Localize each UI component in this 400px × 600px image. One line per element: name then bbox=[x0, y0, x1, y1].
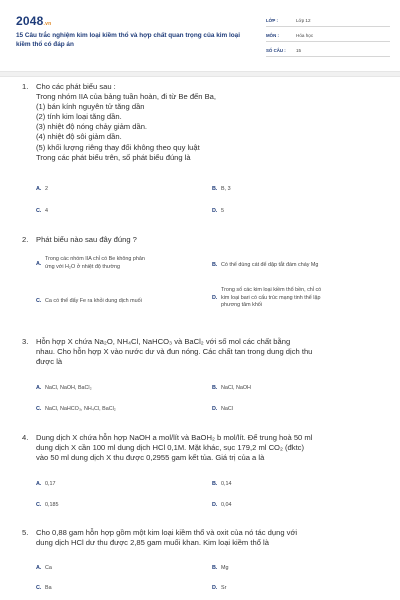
logo-suffix: .vn bbox=[43, 21, 52, 27]
option-text: Sr bbox=[221, 585, 227, 591]
option-letter: A. bbox=[36, 186, 42, 192]
option-c[interactable] bbox=[36, 406, 116, 414]
question-line: Phát biểu nào sau đây đúng ? bbox=[36, 235, 137, 244]
question-line: Hỗn hợp X chứa Na₂O, NH₄Cl, NaHCO₃ và BaCl₂ với số mol các chất bằng bbox=[36, 337, 291, 346]
option-b[interactable] bbox=[212, 262, 318, 270]
option-letter: A. bbox=[36, 385, 42, 391]
option-text: 5 bbox=[221, 208, 224, 214]
question-line: nhau. Cho hỗn hợp X vào nước dư và đun nóng. Các chất tan trong dung dịch thu bbox=[36, 347, 313, 357]
question-text bbox=[36, 433, 382, 463]
option-letter: C. bbox=[36, 406, 42, 412]
option-letter: B. bbox=[212, 262, 218, 268]
option-letter: D. bbox=[212, 295, 218, 301]
question-text bbox=[36, 82, 382, 163]
option-letter: B. bbox=[212, 565, 218, 571]
question-number: 4. bbox=[22, 433, 29, 442]
question-text bbox=[36, 235, 382, 245]
option-text-line: Trong số các kim loại kiềm thổ bền, chỉ có bbox=[221, 287, 322, 293]
option-c[interactable] bbox=[36, 585, 52, 593]
option-c[interactable] bbox=[36, 208, 48, 216]
meta-label: MÔN : bbox=[266, 32, 279, 38]
option-b[interactable] bbox=[212, 385, 251, 393]
question-line: (5) khối lượng riêng thay đổi không theo quy luật bbox=[36, 142, 200, 152]
option-text: NaCl, NaOH, BaCl₂ bbox=[45, 385, 92, 391]
option-d[interactable] bbox=[212, 208, 224, 216]
option-text: NaCl, NaOH bbox=[221, 385, 251, 391]
option-a[interactable] bbox=[36, 385, 92, 393]
meta-value: Hóa học bbox=[296, 32, 314, 38]
option-text-line: ứng với H₂O ở nhiệt độ thường bbox=[45, 263, 121, 270]
meta-value: 15 bbox=[296, 47, 302, 53]
site-logo[interactable] bbox=[16, 14, 51, 28]
option-d[interactable] bbox=[212, 406, 233, 414]
option-letter: C. bbox=[36, 585, 42, 591]
logo-main: 2048 bbox=[16, 14, 44, 28]
meta-row-grade bbox=[266, 14, 390, 27]
question-line: dung dịch X cần 100 ml dung dịch HCl 0,1M. Mặt khác, sục 179,2 ml CO₂ (đktc) bbox=[36, 443, 305, 453]
option-letter: D. bbox=[212, 502, 218, 508]
option-letter: C. bbox=[36, 298, 42, 304]
question-4 bbox=[22, 433, 382, 463]
question-5 bbox=[22, 528, 382, 548]
option-b[interactable] bbox=[212, 481, 232, 489]
meta-value: Lớp 12 bbox=[296, 17, 311, 23]
option-text: 0,04 bbox=[221, 502, 232, 508]
option-c[interactable] bbox=[36, 298, 142, 306]
option-text: 0,14 bbox=[221, 481, 232, 487]
question-text bbox=[36, 337, 382, 367]
section-divider bbox=[0, 71, 400, 77]
question-line: vào 50 ml dung dịch X thu được 0,2955 gam kết tủa. Giá trị của a là bbox=[36, 453, 265, 463]
page-title: 15 Câu trắc nghiệm kim loại kiềm thổ và hợp chất quan trọng của kim loại kiềm thổ có đáp án bbox=[16, 32, 241, 48]
question-2 bbox=[22, 235, 382, 245]
question-text bbox=[36, 528, 382, 548]
option-letter: B. bbox=[212, 481, 218, 487]
option-a[interactable] bbox=[36, 481, 56, 489]
option-text: NaCl, NaHCO₃, NH₄Cl, BaCl₂ bbox=[45, 406, 116, 412]
question-line: Cho 0,88 gam hỗn hợp gồm một kim loại kiềm thổ và oxit của nó tác dụng với bbox=[36, 528, 298, 537]
meta-label: LỚP : bbox=[266, 17, 278, 23]
option-text-line: phương tâm khối bbox=[221, 302, 263, 309]
question-number: 3. bbox=[22, 337, 29, 346]
option-letter: B. bbox=[212, 385, 218, 391]
question-line: Dung dịch X chứa hỗn hợp NaOH a mol/lít và BaOH₂ b mol/lít. Để trung hoà 50 ml bbox=[36, 433, 313, 442]
option-b[interactable] bbox=[212, 565, 229, 573]
question-number: 1. bbox=[22, 82, 29, 91]
question-number: 5. bbox=[22, 528, 29, 537]
option-b[interactable] bbox=[212, 186, 231, 194]
option-letter: C. bbox=[36, 502, 42, 508]
option-text: 0,185 bbox=[45, 502, 59, 508]
option-letter: D. bbox=[212, 208, 218, 214]
question-line: (1) bán kính nguyên tử tăng dần bbox=[36, 102, 145, 112]
option-letter: D. bbox=[212, 406, 218, 412]
meta-box bbox=[266, 14, 390, 59]
question-3 bbox=[22, 337, 382, 367]
meta-row-subject bbox=[266, 29, 390, 42]
meta-label: SỐ CÂU : bbox=[266, 47, 286, 53]
option-text: Ca bbox=[45, 565, 52, 571]
option-text: 0,17 bbox=[45, 481, 56, 487]
question-line: dung dịch HCl dư thu được 2,85 gam muối khan. Kim loại kiềm thổ là bbox=[36, 538, 269, 548]
option-text-line: Ca có thể đẩy Fe ra khỏi dung dịch muối bbox=[45, 298, 142, 304]
option-c[interactable] bbox=[36, 502, 59, 510]
option-letter: A. bbox=[36, 481, 42, 487]
option-text: Mg bbox=[221, 565, 229, 571]
option-text bbox=[221, 262, 318, 270]
option-a[interactable] bbox=[36, 186, 48, 194]
option-text-line: kim loại bari có cấu trúc mạng tinh thể lập bbox=[221, 294, 321, 301]
option-text bbox=[45, 298, 142, 306]
option-text bbox=[221, 287, 321, 310]
option-letter: A. bbox=[36, 261, 42, 267]
option-text: 4 bbox=[45, 208, 48, 214]
meta-row-count bbox=[266, 44, 390, 57]
question-1 bbox=[22, 82, 382, 163]
option-d[interactable] bbox=[212, 585, 226, 593]
option-letter: B. bbox=[212, 186, 218, 192]
option-d[interactable] bbox=[212, 287, 321, 310]
option-text bbox=[45, 256, 145, 271]
option-letter: A. bbox=[36, 565, 42, 571]
question-line: (4) nhiệt độ sôi giảm dần. bbox=[36, 132, 122, 142]
option-d[interactable] bbox=[212, 502, 232, 510]
question-line: (2) tính kim loại tăng dần. bbox=[36, 112, 122, 122]
question-line: Trong các phát biểu trên, số phát biểu đúng là bbox=[36, 152, 191, 162]
option-text-line: Trong các nhóm IIA chỉ có Be không phản bbox=[45, 256, 145, 262]
option-a[interactable] bbox=[36, 256, 145, 271]
option-text: B, 3 bbox=[221, 186, 231, 192]
question-number: 2. bbox=[22, 235, 29, 244]
question-line: (3) nhiệt độ nóng chảy giảm dần. bbox=[36, 122, 148, 132]
option-text-line: Có thể dùng cát để dập tắt đám cháy Mg bbox=[221, 262, 319, 268]
question-line: Trong nhóm IIA của bảng tuần hoàn, đi từ Be đến Ba, bbox=[36, 92, 217, 102]
option-text: 2 bbox=[45, 186, 48, 192]
option-letter: D. bbox=[212, 585, 218, 591]
document-header bbox=[14, 12, 386, 60]
option-a[interactable] bbox=[36, 565, 52, 573]
option-letter: C. bbox=[36, 208, 42, 214]
option-text: Ba bbox=[45, 585, 52, 591]
question-line: được là bbox=[36, 357, 63, 367]
question-line: Cho các phát biểu sau : bbox=[36, 82, 116, 91]
option-text: NaCl bbox=[221, 406, 233, 412]
